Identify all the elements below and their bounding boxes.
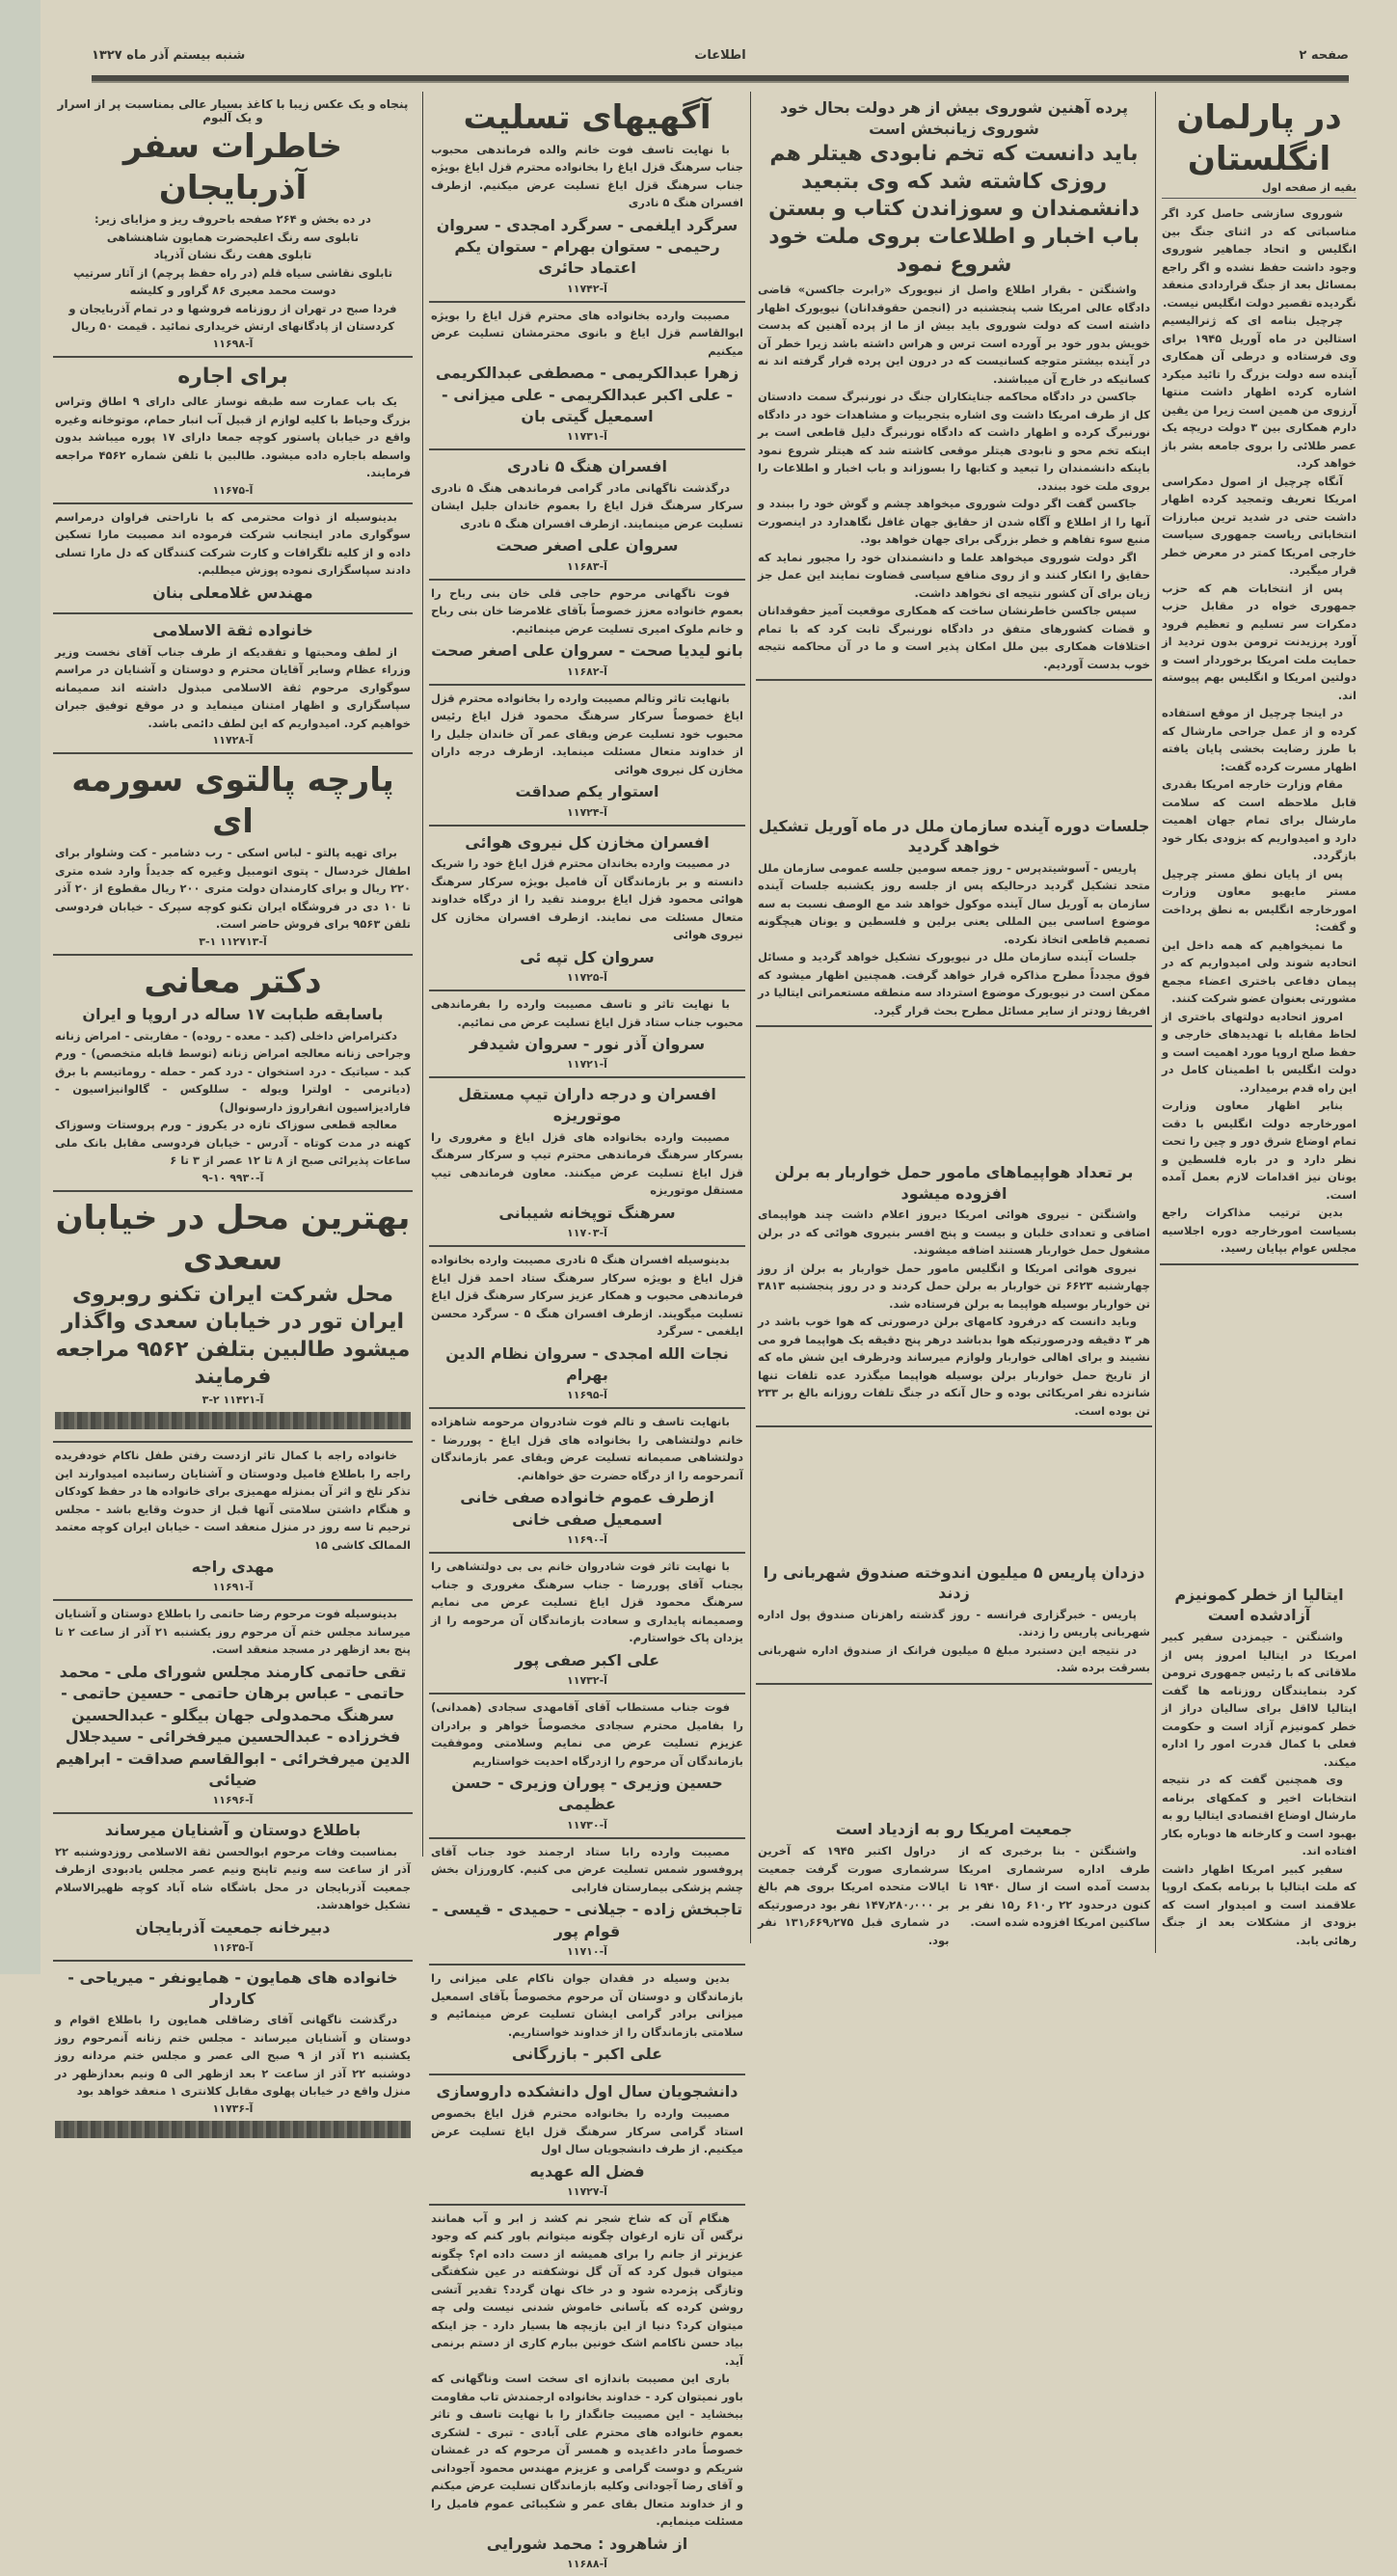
continuation-note: بقیه از صفحه اول bbox=[1162, 181, 1357, 199]
article-body bbox=[55, 1027, 411, 1170]
article-block bbox=[53, 358, 413, 504]
ad-code: آ-۱۱۶۹۰ bbox=[567, 1533, 607, 1547]
article-body bbox=[1162, 204, 1357, 1258]
article-block bbox=[53, 1814, 413, 1962]
article-block bbox=[756, 92, 1152, 681]
signature: حسین وزیری - پوران وزیری - حسن عظیمی bbox=[451, 1774, 723, 1814]
article-block bbox=[53, 504, 413, 614]
paragraph: چرچیل بنامه ای که ژنرالیسیم استالین در ماه آوریل ۱۹۴۵ برای وی فرستاده و درطی آن همکاری آینده سه دولت بزرگ را تائید میکرد اشاره کرده اظهار داشت منتها آرزوی من همین است زیرا من یقین دارم همکاری بین ۳ دولت دریچه یک عصر طلائی را بروی جامعه بشر باز خواهد کرد. bbox=[1162, 313, 1357, 470]
paragraph: مصیبت وارده رابا ستاد ارجمند خود جناب آقای پروفسور شمس تسلیت عرض می کنیم. کارورزان بخش چشم پزشکی بیمارستان فارابی bbox=[431, 1844, 743, 1894]
article-block bbox=[53, 1443, 413, 1601]
headline: پارچه پالتوی سورمه ای bbox=[71, 761, 394, 841]
ad-code: آ-۱۱۷۳۲ bbox=[567, 1674, 607, 1688]
paragraph: دکترامراض داخلی (کبد - معده - روده) - مفاربتی - امراض زنانه وجراحی زنانه معالجه امراض زنانه (توسط قابله متخصص) - ورم کبد - سیاتیک - درد استخوان - درد کمر - حمله - روماتیسم با برق (دیاترمی - اولترا ویوله - سللوکس - گالوانیزاسیون - فارادیزاسیون انفراروژ دارسونوال) bbox=[55, 1028, 411, 1114]
decorative-band bbox=[55, 2121, 411, 2138]
newspaper-name: اطلاعات bbox=[694, 48, 746, 63]
paragraph: درگذشت ناگهانی آقای رضاقلی همایون را باطلاع اقوام و دوستان و آشنایان میرساند - مجلس ختم زنانه آنمرحوم روز یکشنبه ۲۱ آذر از ۹ صبح الی عصر و مجلس ختم مردانه روز دوشنبه ۲۲ آذر از ساعت ۲ بعد ازظهر الی ۵ ونیم بعدازظهر در منزل واقع در خیابان پهلوی مقابل کلانتری ۱ منعقد خواهد بود bbox=[55, 2013, 411, 2099]
paragraph: در نتیجه این دستبرد مبلغ ۵ میلیون فرانک از صندوق اداره شهربانی بسرقت برده شد. bbox=[758, 1642, 1150, 1675]
signature: ازطرف عموم خانواده صفی خانی اسمعیل صفی خانی bbox=[460, 1488, 714, 1529]
signature: سروان آذر نور - سروان شیدفر bbox=[469, 1035, 706, 1054]
paragraph: امروز اتحادیه دولتهای باختری از لحاظ مقابله با تهدیدهای خارجی و حفظ صلح اروپا مورد اهمیت است و دولت انگلیس با اطمینان کامل در این راه قدم برمیدارد. bbox=[1162, 1009, 1357, 1095]
paragraph: با نهایت تاثر و تاسف مصیبت وارده را بفرماندهی محبوب جناب ستاد قزل ایاغ تسلیت عرض می نمائیم. bbox=[431, 997, 743, 1029]
article-body bbox=[758, 281, 1150, 673]
paragraph: پس از پایان نطق مستر چرچیل مستر مایهیو معاون وزارت امورخارجه انگلیس به نطق پرداخت و گفت: bbox=[1162, 866, 1357, 934]
article-block bbox=[53, 956, 413, 1192]
ad-code: آ-۱۱۶۸۲ bbox=[567, 664, 607, 678]
paragraph: واشنگتن - جیمزدن سفیر کبیر امریکا در ایتالیا امروز پس از ملاقاتی که با رئیس جمهوری ترومن کرد بنمایندگان روزنامه ها گفت ایتالیا لااقل برای سالیان دراز از خطر کمونیزم آزاد است و حکومت فعلی با کمال قدرت امور را اداره میکند. bbox=[1162, 1630, 1357, 1769]
ad-code: آ-۱۱۶۹۶ bbox=[212, 1794, 254, 1807]
article-body bbox=[1162, 1628, 1357, 1949]
kicker: پنجاه و یک عکس زیبا با کاغذ بسیار عالی بمناسبت پر از اسرار و یک آلبوم bbox=[57, 97, 409, 124]
ad-code: آ-۱۱۷۳۱ bbox=[567, 430, 607, 444]
signature: سروان علی اصغر صحت bbox=[496, 536, 679, 556]
column-c3 bbox=[756, 92, 1152, 1955]
article-body bbox=[758, 1842, 1150, 1949]
header-rule bbox=[92, 75, 1349, 83]
paragraph: مصیبت وارده بخانواده های محترم قزل ایاغ را بویژه ابوالقاسم قزل ایاغ و بانوی محترمشان تسلیت عرض میکنیم bbox=[431, 308, 743, 358]
article-body bbox=[431, 1843, 743, 1897]
headline: بهترین محل در خیابان سعدی bbox=[55, 1198, 411, 1279]
paragraph: درگذشت ناگهانی مادر گرامی فرماندهی هنگ ۵ نادری سرکار سرهنگ قزل ایاغ را بعموم خاندان جلیل ایشان تسلیت عرض مینمایند. ازطرف افسران هنگ ۵ نادری bbox=[431, 480, 743, 530]
article-block bbox=[756, 810, 1152, 1028]
article-block bbox=[429, 1839, 745, 1966]
ad-code: آ-۱۱۷۲۵ bbox=[567, 971, 607, 985]
column-rule bbox=[750, 92, 751, 1943]
paragraph: بدینوسیله از ذوات محترمی که با ناراحتی فراوان درمراسم سوگواری مادر اینجانب شرکت فرموده اند مصیبت مارا تسکین داده و از کلیه تلگرافات و کارت شرکت کنندگان که دل مارا تسلی دادند سپاسگزاری نموده پوزش میطلبم. bbox=[55, 509, 411, 578]
paragraph: مصیبت وارده را بخانواده محترم قزل ایاغ بخصوص استاد گرامی سرکار سرهنگ قزل ایاغ تسلیت عرض میکنیم. از طرف دانشجویان سال اول bbox=[431, 2106, 743, 2156]
article-block bbox=[429, 991, 745, 1078]
signature: دبیرخانه جمعیت آذربایجان bbox=[135, 1917, 331, 1937]
page-margin bbox=[0, 0, 40, 1974]
paragraph: در اینجا چرچیل از موقع استفاده کرده و از عمل جراحی مارشال که با طرز رضایت بخشی پایان یافته اظهار مسرت کرده گفت: bbox=[1162, 706, 1357, 773]
article-block bbox=[756, 1813, 1152, 1955]
signature: علی اکبر - بازرگانی bbox=[511, 2045, 663, 2064]
ad-code: آ-۱۱۶۳۵ bbox=[212, 1941, 254, 1955]
signature: علی اکبر صفی پور bbox=[514, 1650, 660, 1669]
signature: سروان کل تپه ئی bbox=[520, 947, 655, 966]
signature: از شاهرود : محمد شورایی bbox=[486, 2534, 688, 2553]
paragraph: دراول اکتبر ۱۹۴۵ که آخرین سرشماری صورت گرفت جمعیت ایالات متحده امریکا بروی هم بالغ بر ۱۴۷٫۲۸۰٫۰۰۰ نفر بود درصورتیکه در شماری قبل ۱۳۱٫۶۶۹٫۲۷۵ نفر بود. bbox=[758, 1844, 950, 1947]
headline: خاطرات سفر آذربایجان bbox=[122, 127, 343, 207]
paragraph: معالجه قطعی سوزاک تازه در یکروز - ورم پروستات وسوزاک کهنه در مدت کوتاه - آدرس - خیابان فردوسی مقابل بانک ملی ساعات پذیرائی صبح از ۸ تا ۱۲ عصر از ۳ تا ۶ bbox=[55, 1118, 411, 1168]
article-body bbox=[55, 1843, 411, 1914]
subheadline: باطلاع دوستان و آشنایان میرساند bbox=[104, 1821, 362, 1840]
ad-code: آ-۱۱۷۴۲ bbox=[567, 282, 607, 295]
signature: استوار یکم صداقت bbox=[515, 782, 659, 801]
subheadline: باسابقه طبابت ۱۷ ساله در اروپا و ایران bbox=[82, 1005, 384, 1024]
ad-code: آ-۹۹۳۰ ۱۰-۹ bbox=[201, 1171, 264, 1184]
paragraph: خانواده راجه با کمال تاثر ازدست رفتن طفل ناکام خودفریده راجه را باطلاع فامیل ودوستان و آشنایان رسانیده امیدوارند این تذکر تلخ و اثر آن بمنزله مهمیزی برای خانواده ها در حفظ کودکان و هنگام داشتن سلامتی آنها قبل از حدوث وقایع باشد - مجلس ترحیم تا سه روز در منزل منعقد است - خیابان ایران کوچه معتمد الممالک کاشی ۱۵ bbox=[55, 1449, 411, 1552]
article-block bbox=[756, 1156, 1152, 1427]
ad-code: آ-۱۱۲۷۱۳ ۱-۳ bbox=[199, 935, 267, 948]
article-block bbox=[429, 2075, 745, 2205]
article-body bbox=[55, 844, 411, 934]
paragraph: با نهایت تاسف فوت خانم والده فرماندهی محبوب جناب سرهنگ قزل ایاغ را بخانواده محترم قزل ایاغ بویژه جناب سرهنگ قزل ایاغ تسلیت عرض میکنیم. ازطرف افسران هنگ ۵ نادری bbox=[431, 142, 743, 209]
paragraph: شوروی سازشی حاصل کرد اگر مناسباتی که در اثنای جنگ بین انگلیس و اتحاد جماهیر شوروی وجود داشت حفظ نشده و اگر راجع بمسائل بعد از جنگ قراردادی منعقد نگردیده تقصیر دولت انگلیس نیست. bbox=[1162, 206, 1357, 310]
paragraph: برای تهیه پالتو - لباس اسکی - رب دشامبر - کت وشلوار برای اطفال خردسال - پتوی اتومبیل وغیره که جدیداً وارد شده متری ۲۲۰ ریال و برای کارمندان دولت متری ۲۰۰ ریال مقطوع از ۲۰ آذر تا ۱۰ دی در فروشگاه ایران تکنو کوچه سپرک - خیابان فردوسی تلفن ۹۵۶۳ برای فروش حاضر است. bbox=[55, 846, 412, 932]
article-block bbox=[429, 581, 745, 686]
paragraph: هنگام آن که شاخ شجر نم کشد ز ابر و آب همانند نرگس آن تازه ارغوان چگونه میتوانم باور کنم که وجود عزیزتر از جانم را برای همیشه از دست داده ام؟ چگونه میتوان قبول کرد که آن گل نوشکفته در عین شکفتگی وتازگی پژمرده شود و در خاک نهان گردد؟ تقدیر آتشی روشن کرده که بآسانی خاموش شدنی نیست ولی چه میتوان کرد؟ دنیا از این بازیچه ها بسیار دارد - جز اینکه بیاد حسن ناکامم اشک خونین ببارم کاری از دستم برنمی آید. bbox=[431, 2210, 743, 2368]
signature: سرگرد ایلغمی - سرگرد امجدی - سروان رحیمی - ستوان بهرام - ستوان یکم اعتماد حائری bbox=[436, 215, 739, 278]
paragraph: بدینوسیله افسران هنگ ۵ نادری مصیبت وارده بخانواده قزل ایاغ و بویژه سرکار سرهنگ ستاد احمد قزل ایاغ فرماندهی محبوب و همکار عزیز سرکار سرهنگ قزل ایاغ تسلیت میگویند. ازطرف افسران هنگ ۵ - سرگرد محسن ایلغمی - سرگرد bbox=[431, 1253, 743, 1339]
article-block bbox=[429, 1409, 745, 1554]
masthead bbox=[92, 48, 1349, 69]
article-block bbox=[429, 450, 745, 580]
article-body bbox=[431, 854, 743, 944]
paragraph: باری این مصیبت باندازه ای سخت است وناگهانی که باور نمیتوان کرد - خداوند بخانواده ارجمندش تاب مقاومت ببخشاید - این مصیبت جانگداز را با نهایت تاسف و تاثر بعموم خانواده های محترم علی آبادی - تبری - لشکری خصوصاً مادر داغدیده و همسر آن مرحوم که در غمشان شریکم و دوست گرامی و عزیزم مهندس محمود آجودانی و آقای رضا آجودانی وکلیه بازماندگان تسلیت عرض میکنم و از خداوند متعال بقای عمر و شکیبائی عموم فامیل را مسئلت مینمایم. bbox=[431, 2372, 743, 2529]
ad-code: آ-۱۱۶۸۸ bbox=[567, 2558, 607, 2571]
article-block bbox=[429, 1247, 745, 1409]
article-body bbox=[55, 643, 411, 733]
article-body bbox=[431, 1413, 743, 1484]
paragraph: فوت ناگهانی مرحوم حاجی قلی خان بنی رباح را بعموم خانواده معزز خصوصاً بآقای غلامرضا خان بنی رباح و خانم ملوک امیری تسلیت عرض مینمائیم. bbox=[431, 585, 743, 636]
article-body bbox=[55, 393, 411, 482]
article-block bbox=[429, 303, 745, 451]
column-rule bbox=[422, 92, 423, 1857]
paragraph: ما نمیخواهیم که همه داخل این اتحادیه شوند ولی امیدواریم که در پیمان دفاعی باختری اعضاء مجمع مشورتی بعنوان عضو شرکت کنند. bbox=[1162, 937, 1357, 1005]
article-body bbox=[758, 1606, 1150, 1677]
article-block bbox=[53, 1192, 413, 1443]
article-block bbox=[429, 92, 745, 303]
article-body bbox=[431, 1969, 743, 2041]
article-body bbox=[431, 2104, 743, 2158]
subheadline: پرده آهنین شوروی بیش از هر دولت بحال خود شوروی زیانبخش است bbox=[779, 98, 1128, 138]
subheadline: جمعیت امریکا رو به ازدیاد است bbox=[835, 1820, 1073, 1839]
paragraph: بمناسبت وفات مرحوم ابوالحسن ثقة الاسلامی روزدوشنبه ۲۲ آذر از ساعت سه ونیم تاپنج ونیم عصر مجلس یادبودی ازطرف جمعیت آذربایجان در محل باشگاه شاه آباد کوچه ظهیرالاسلام تشکیل خواهدشد. bbox=[55, 1844, 411, 1912]
article-body bbox=[55, 1447, 411, 1554]
article-block bbox=[429, 686, 745, 827]
article-body bbox=[431, 1251, 743, 1341]
paragraph: تابلوی هفت رنگ نشان آذرپاد bbox=[153, 248, 312, 261]
headline: آگهیهای تسلیت bbox=[463, 98, 712, 137]
signature: سرهنگ توپخانه شیبانی bbox=[498, 1203, 676, 1222]
paragraph: نیروی هوائی امریکا و انگلیس مامور حمل خواربار به برلن از روز چهارشنبه ۶۶۲۳ تن خواربار به برلن حمل کردند و در روز پنجشنبه ۳۸۱۳ تن خواربار بوسیله هواپیما به برلن فرستاده شد. bbox=[758, 1261, 1150, 1311]
paragraph: بانهایت تاسف و تالم فوت شادروان مرحومه شاهزاده خانم دولتشاهی را بخانواده های قزل ایاغ - پوررضا - دولتشاهی صمیمانه تسلیت عرض وبقای عمر بازماندگان آنمرحومه را از درگاه حضرت حق خواهانم. bbox=[431, 1415, 743, 1482]
paragraph: فردا صبح در تهران از روزنامه فروشها و در تمام آذربایجان و کردستان از پادگانهای ارتش خریداری نمائید . قیمت ۵۰ ریال bbox=[68, 301, 397, 333]
ad-code: آ-۱۱۶۹۱ bbox=[212, 1581, 254, 1594]
paragraph: یک باب عمارت سه طبقه نوساز عالی دارای ۹ اطاق وتراس بزرگ وحیاط با کلیه لوازم از قبیل آب انبار حمام، موتوخانه وغیره واقع در خیابان پاستور کوچه جمعا دارای ۱۷ پوره میباشد بدون واسطه باجاره داده میشود. طالبین با تلفن شماره ۴۵۶۲ مراجعه فرمایند. bbox=[55, 394, 411, 480]
ad-code: آ-۱۱۴۲۱ ۲-۳ bbox=[201, 1394, 264, 1407]
signature: فضل اله عهدیه bbox=[529, 2161, 645, 2181]
subheadline: ایتالیا از خطر کمونیزم آزادشده است bbox=[1174, 1585, 1344, 1625]
subheadline: بر تعداد هواپیماهای مامور حمل خواربار به برلن افزوده میشود bbox=[774, 1162, 1134, 1203]
signature: مهدی راجه bbox=[191, 1558, 275, 1577]
article-body bbox=[758, 859, 1150, 1020]
article-body bbox=[55, 1605, 411, 1659]
article-body bbox=[431, 479, 743, 533]
paragraph: در مصیبت وارده بخاندان محترم قزل ایاغ خود را شریک دانسته و بر بازماندگان آن فامیل بویژه سرکار سرهنگ هوائی محمود قزل ایاغ برومند تقید را از درگاه خداوند متعال مسئلت می نمایند. ازطرف افسران مخازن کل نیروی هوائی bbox=[431, 856, 743, 942]
ad-code: آ-۱۱۷۳۶ bbox=[212, 2101, 254, 2115]
article-body bbox=[431, 1698, 743, 1770]
paragraph: واشنگتن - نیروی هوائی امریکا دیروز اعلام داشت چند هواپیمای اضافی و تعدادی خلبان و بیست و پنج افسر بنیروی هوائی که در برلن مشغول حمل خواربار هستند اضافه میشوند. bbox=[758, 1207, 1150, 1258]
paragraph: جاکسن در دادگاه محاکمه جنایتکاران جنگ در نورنبرگ سمت دادستان کل از طرف امریکا داشت وی اشاره بتجربیات و مشاهدات خود در دادگاه نورنبرگ کرده و اظهار داشت که دادگاه نورنبرگ دلیل قاطعی است بر اینکه تخم محو و نابودی هیتلر موقعی کاشته شد که هیتلر شروع نمود باینکه دانشمندان را تبعید و کتابها را بسوزاند و باب اخبار و اطلاعات را بروی ملت خود ببندد. bbox=[758, 390, 1150, 493]
article-block bbox=[429, 2206, 745, 2576]
article-block bbox=[53, 92, 413, 358]
signature: تقی حاتمی کارمند مجلس شورای ملی - محمد حاتمی - عباس برهان حاتمی - حسین حاتمی - سرهنگ محمدولی جهان بیگلو - عبدالحسین فخرزاده - عبدالحسین میرفخرائی - سیدجلال الدین میرفخرائی - ابوالقاسم صداقت - ابراهیم ضیائی bbox=[55, 1662, 411, 1789]
subheadline: افسران مخازن کل نیروی هوائی bbox=[465, 832, 710, 852]
paragraph: تابلوی سه رنگ اعلیحضرت همایون شاهنشاهی bbox=[106, 230, 360, 244]
paragraph: در ده بخش و ۲۶۴ صفحه باحروف ریز و مزایای زیر: bbox=[94, 212, 371, 226]
article-body bbox=[55, 2011, 411, 2101]
article-block bbox=[53, 614, 413, 754]
article-block bbox=[429, 1078, 745, 1247]
ad-code: آ-۱۱۷۱۰ bbox=[567, 1945, 607, 1959]
paragraph: از لطف ومحبتها و تفقدیکه از طرف جناب آقای نخست وزیر وزراء عظام وسایر آقایان محترم و دوستان و آشنایان در مراسم سوگواری مرحوم ثقة الاسلامی مبذول داشته اند صمیمانه سپاسگزاری و اظهار امتنان مینماید و در موقع توفیق جبران خواهیم کرد. امیدواریم که این لطف دائمی باشد. bbox=[55, 644, 411, 730]
paragraph: پاریس - آسوشیتدپرس - روز جمعه سومین جلسه عمومی سازمان ملل متحد تشکیل گردید درحالیکه پس از جلسه روز یکشنبه جلسات آینده سازمان به آوریل سال آینده موکول خواهد شد مع الوصف نسبت به سه موضوع اساسی بین المللی یعنی برلین و فلسطین و یونان هیچگونه تصمیم قاطعی اتخاذ نکرده. bbox=[758, 860, 1150, 946]
paragraph: سپس جاکسن خاطرنشان ساخت که همکاری موقعیت آمیز حقوقدانان و قضات کشورهای متفق در دادگاه نورنبرگ ثابت کرد که با تمام اختلافات همکاری بین ملل امکان پذیر است و ما در آن محاکمه نتیجه خوب بدست آوردیم. bbox=[758, 604, 1150, 671]
article-body bbox=[431, 2210, 743, 2531]
article-body bbox=[431, 1558, 743, 1647]
subheadline: دزدان پاریس ۵ میلیون اندوخته صندوق شهربانی را زدند bbox=[763, 1562, 1145, 1603]
paragraph: جاکسن گفت اگر دولت شوروی میخواهد چشم و گوش خود را ببندد و آنها را از اطلاع و آگاه شدن از حقایق جهان غافل نگاهدارد در اینصورت منبع سوء تفاهم و خطر بزرگی برای جهان خواهد بود. bbox=[758, 497, 1150, 547]
headline: برای اجاره bbox=[177, 364, 288, 389]
article-body bbox=[431, 307, 743, 361]
ad-code: آ-۱۱۷۳۰ bbox=[567, 1818, 607, 1831]
ad-code: آ-۱۱۷۰۳ bbox=[567, 1227, 607, 1240]
ad-code: آ-۱۱۷۲۴ bbox=[567, 805, 607, 819]
article-block bbox=[756, 1557, 1152, 1685]
paragraph: وی همچنین گفت که در نتیجه انتخابات اخیر و کمکهای برنامه مارشال اوضاع اقتصادی ایتالیا رو به بهبود است و کارخانه ها دوباره بکار افتاده اند. bbox=[1162, 1773, 1357, 1857]
signature: بانو لیدیا صحت - سروان علی اصغر صحت bbox=[431, 641, 743, 661]
subheadline: خانواده های همایون - همایونفر - میریاحی - کاردار bbox=[67, 1968, 398, 2008]
article-body bbox=[431, 1128, 743, 1200]
paragraph: بدینوسیله فوت مرحوم رضا حاتمی را باطلاع دوستان و آشنایان میرساند مجلس ختم آن مرحوم روز یکشنبه ۲۱ آذر از ساعت ۲ تا پنج بعد ازظهر در مسجد منعقد است. bbox=[55, 1607, 412, 1657]
ad-code: آ-۱۱۷۲۷ bbox=[567, 2184, 607, 2198]
paragraph: بدین وسیله در فقدان جوان ناکام علی میزانی را بازماندگان و دوستان آن مرحوم مخصوصاً بآقای اسمعیل میزانی برادر گرامی ایشان تسلیت عرض مینمائیم و سلامتی بازماندگان را از خداوند خواستاریم. bbox=[431, 1971, 743, 2039]
signature: تاجبخش زاده - جیلانی - حمیدی - قیسی - قوام پور bbox=[431, 1900, 743, 1940]
headline: دکتر معانی bbox=[144, 962, 322, 1001]
article-block bbox=[53, 754, 413, 956]
paragraph: وباید دانست که درفرود کامهای برلن درصورتی که هوا خوب باشد در هر ۳ دقیقه ودرصورتیکه هوا بدباشد درهر پنج دقیقه یک هواپیما فرو می نشیند و برای اهالی خواربار ولوازم میرساند ودرظرف این شش ماه که از تاریخ حمل خواربار برلن بوسیله هواپیما میگذرد عده تلفات تنها شانزده نفر امریکائی بوده و حال آنکه در جنگ تلفات روزانه بالغ بر ۲۳۳ تن بوده است. bbox=[758, 1315, 1150, 1418]
subheadline: افسران هنگ ۵ نادری bbox=[507, 457, 667, 476]
article-block bbox=[429, 1966, 745, 2075]
article-body bbox=[431, 584, 743, 638]
article-block bbox=[53, 1601, 413, 1814]
article-block bbox=[1160, 92, 1358, 1265]
article-body bbox=[431, 690, 743, 779]
column-c4 bbox=[1160, 92, 1358, 1955]
ad-code: آ-۱۱۷۲۸ bbox=[212, 734, 254, 747]
article-block bbox=[429, 1554, 745, 1695]
headline-deck: باید دانست که تخم نابودی هیتلر هم روزی کاشته شد که وی بتبعید دانشمندان و سوزاندن کتاب و بستن باب اخبار و اطلاعات بروی ملت خود شروع نمود bbox=[768, 142, 1140, 277]
paragraph: مصیبت وارده بخانواده های قزل ایاغ و مغروری را بسرکار سرهنگ فرماندهی محترم تیپ و سرکار سرهنگ قزل ایاغ تسلیت عرض میکنند. معاون فرماندهی تیپ مستقل موتوریزه bbox=[431, 1129, 743, 1198]
paragraph: پس از انتخابات هم که حزب جمهوری خواه در مقابل حزب دمکرات سر تسلیم و تعظیم فرود آورد پرزیدنت ترومن بدون تردید از حمایت ملت امریکا برخوردار است و دولتین امریکا و انگلیس بهم پیوسته اند. bbox=[1162, 581, 1357, 702]
paragraph: سفیر کبیر امریکا اظهار داشت که ملت ایتالیا با برنامه بکمک اروپا علاقمند است و امیدوار است که بزودی از مشکلات بعد از جنگ رهائی یابد. bbox=[1162, 1861, 1357, 1947]
article-body bbox=[55, 210, 411, 336]
paragraph: پاریس - خبرگزاری فرانسه - روز گذشته راهزنان صندوق پول اداره شهربانی پاریس را زدند. bbox=[758, 1607, 1150, 1640]
article-block bbox=[53, 1962, 413, 2150]
signature: مهندس غلامعلی بنان bbox=[152, 583, 313, 602]
subheadline: افسران و درجه داران تیپ مستقل موتوریزه bbox=[458, 1085, 716, 1125]
ad-code: آ-۱۱۶۹۵ bbox=[567, 1389, 607, 1402]
ad-code: آ-۱۱۶۹۸ bbox=[212, 337, 254, 350]
paragraph: بدین ترتیب مذاکرات راجع بسیاست امورخارجه دوره اجلاسیه مجلس عوام بپایان رسید. bbox=[1162, 1206, 1357, 1255]
paragraph: مقام وزارت خارجه امریکا بقدری قابل ملاحظه است که سلامت مارشال برای تمام جهان اهمیت دارد و امیدواریم که بزودی بکار خود بازگردد. bbox=[1162, 777, 1357, 862]
subheadline: دانشجویان سال اول دانشکده داروسازی bbox=[436, 2082, 739, 2101]
subheadline: خانواده ثقة الاسلامی bbox=[152, 620, 313, 639]
paragraph: بنابر اظهار معاون وزارت امورخارجه دولت انگلیس با دقت تمام اوضاع شرق دور و چین را تحت نظر دارد و در باره فلسطین و یونان نیز اقدامات لازم بعمل آمده است. bbox=[1162, 1098, 1357, 1202]
ad-code: آ-۱۱۶۷۵ bbox=[212, 483, 254, 497]
paragraph: تابلوی نقاشی سیاه قلم (در راه حفظ پرچم) از آثار سرتیپ دوست محمد معیری ۸۶ گراور و کلیشه bbox=[72, 265, 393, 297]
paragraph: با نهایت تاثر فوت شادروان خانم بی بی دولتشاهی را بجناب آقای پوررضا - جناب سرهنگ مغروری و جناب سرهنگ محمود قزل ایاغ تسلیت عرض می نمایم وصمیمانه پایداری و سعادت بازماندگان آن مرحومه را از یزدان پاک خواستارم. bbox=[431, 1559, 743, 1645]
paragraph: آنگاه چرچیل از اصول دمکراسی امریکا تعریف وتمجید کرده اظهار داشت حتی در شدید ترین مبارزات انتخاباتی ریاست جمهوری سیاست خارجی امریکا کمتر در معرض خطر قرار میگیرد. bbox=[1162, 474, 1357, 577]
ad-code: آ-۱۱۶۸۳ bbox=[567, 559, 607, 573]
paragraph: فوت جناب مستطاب آقای آقامهدی سجادی (همدانی) را بفامیل محترم سجادی مخصوصاً خواهر و برادران عزیزم تسلیت عرض می نمایم وسلامتی وموفقیت بازماندگان آن مرحوم را ازدرگاه احدیت خواستاریم bbox=[431, 1700, 743, 1768]
headline: در پارلمان انگلستان bbox=[1176, 98, 1342, 178]
paragraph: واشنگتن - بنا برخبری که از طرف اداره سرشماری امریکا بدست آمده است از سال ۱۹۴۰ تا کنون درحدود ۲۲ ر۶۱۰ ر۱۵ نفر بر ساکنین امریکا افزوده شده است. bbox=[958, 1844, 1151, 1929]
article-body bbox=[431, 141, 743, 212]
article-body bbox=[431, 995, 743, 1031]
article-body bbox=[758, 1206, 1150, 1420]
article-block bbox=[1160, 1579, 1358, 1955]
signature: نجات الله امجدی - سروان نظام الدین بهرام bbox=[445, 1343, 729, 1384]
paragraph: اگر دولت شوروی میخواهد علما و دانشمندان خود را مجبور نماید که حقایق را انکار کنند و از روی منافع سیاسی قضاوت نمایند این عمل جز زیان برای آن کشور نتیجه ای نخواهد داشت. bbox=[758, 550, 1150, 600]
subheadline: جلسات دوره آینده سازمان ملل در ماه آوریل تشکیل خواهد گردید bbox=[758, 816, 1150, 856]
article-block bbox=[429, 827, 745, 991]
paragraph: بانهایت تاثر وتالم مصیبت وارده را بخانواده محترم قزل ایاغ خصوصاً سرکار سرهنگ محمود قزل ایاغ رئیس محبوب خود تسلیت عرض وبقای عمر آن خاندان جلیل را از خداوند متعال مسئلت مینماید. ازطرف درجه داران مخازن کل نیروی هوائی bbox=[431, 691, 743, 776]
ad-code: آ-۱۱۷۲۱ bbox=[567, 1058, 607, 1071]
article-block bbox=[429, 1695, 745, 1839]
page-number: صفحه ۲ bbox=[1299, 48, 1349, 63]
article-body bbox=[55, 508, 411, 580]
column-c2 bbox=[429, 92, 745, 2571]
headline: محل شرکت ایران تکنو روبروی ایران تور در خیابان سعدی واگذار میشود طالبین بتلفن ۹۵۶۲ مراجعه فرمایند bbox=[55, 1282, 411, 1390]
signature: زهرا عبدالکریمی - مصطفی عبدالکریمی - علی اکبر عبدالکریمی - علی میزانی - اسمعیل گیتی بان bbox=[435, 364, 739, 425]
paragraph: واشنگتن - بقرار اطلاع واصل از نیویورک «رابرت جاکسن» قاضی دادگاه عالی امریکا شب پنجشنبه در (انجمن حقوقدانان) نیویورک اظهار داشته است که دولت شوروی باید بیش از ما از پرده آهنین که بدست خویش بدور خود بر آورده است ترس و هراس داشته باشد زیرا خطر آن در آینده بیشتر متوجه کسانیست که در درون این پرده قرار گرفته اند نه کسانیکه در خارج آن میباشند. bbox=[758, 283, 1150, 386]
decorative-band bbox=[55, 1412, 411, 1429]
issue-date: شنبه بیستم آذر ماه ۱۳۲۷ bbox=[92, 48, 246, 63]
paragraph: جلسات آینده سازمان ملل در نیویورک تشکیل خواهد گردید و مسائل فوق مجدداً مطرح مذاکره قرار خواهد گرفت. همچنین اظهار میشود که ممکن است در نیویورک موضوع استرداد سه منطقه مستعمراتی ایتالیا در افریقا زودتر از سایر مسائل مطرح بحث قرار گیرد. bbox=[758, 950, 1150, 1017]
column-rule bbox=[1155, 92, 1156, 1953]
column-c1 bbox=[53, 92, 413, 2115]
